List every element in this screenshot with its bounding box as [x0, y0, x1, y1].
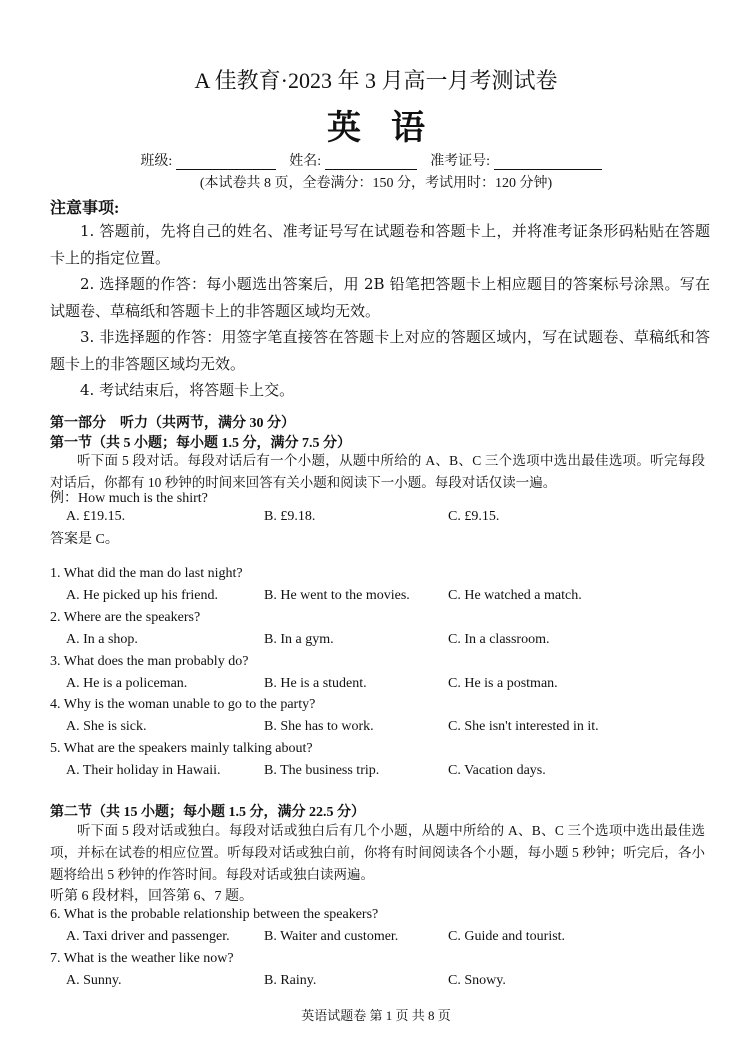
q4-option-b[interactable]: B. She has to work.	[264, 719, 374, 734]
question-3: 3. What does the man probably do?	[50, 654, 249, 669]
q6-option-b[interactable]: B. Waiter and customer.	[264, 929, 399, 944]
q7-option-b[interactable]: B. Rainy.	[264, 973, 317, 988]
section2-instructions	[50, 820, 705, 886]
example-option-c: C. £9.15.	[448, 509, 500, 524]
q1-option-a[interactable]: A. He picked up his friend.	[66, 588, 219, 603]
example-option-b: B. £9.18.	[264, 509, 316, 524]
q2-option-a[interactable]: A. In a shop.	[66, 632, 138, 647]
name-label: 姓名:	[289, 154, 322, 169]
q6-option-c[interactable]: C. Guide and tourist.	[448, 929, 566, 944]
class-blank[interactable]	[176, 155, 276, 170]
example-question: 例：How much is the shirt?	[50, 491, 208, 506]
subject-title: 英语	[327, 110, 455, 147]
question-2: 2. Where are the speakers?	[50, 610, 201, 625]
instructions-text: 听下面 5 段对话或独白。每段对话或独白后有几个小题，从题中所给的 A、B、C 三个选项中选出最佳选项，并标在试卷的相应位置。听每段对话或独白前，你将有时间阅读各个小题，每小题 5 秒钟；听完后，各小题将给出 5 秒钟的作答时间。每段对话或独白读两遍。	[50, 823, 705, 882]
q1-option-c[interactable]: C. He watched a match.	[448, 588, 582, 603]
class-label: 班级:	[140, 154, 173, 169]
q4-option-a[interactable]: A. She is sick.	[66, 719, 147, 734]
exam-no-label: 准考证号:	[430, 154, 491, 169]
question-4: 4. Why is the woman unable to go to the party?	[50, 697, 316, 712]
instructions-text: 听下面 5 段对话。每段对话后有一个小题，从题中所给的 A、B、C 三个选项中选出最佳选项。听完每段对话后，你都有 10 秒钟的时间来回答有关小题和阅读下一小题。每段对话仅读一遍。	[50, 453, 705, 490]
q7-option-a[interactable]: A. Sunny.	[66, 973, 122, 988]
note-item: 3. 非选择题的作答：用签字笔直接答在答题卡上对应的答题区域内，写在试题卷、草稿纸和答题卡上的非答题区域均无效。	[50, 328, 710, 373]
q3-option-c[interactable]: C. He is a postman.	[448, 676, 558, 691]
exam-title: A 佳教育·2023 年 3 月高一月考测试卷	[194, 68, 558, 93]
section1-heading: 第一节（共 5 小题；每小题 1.5 分，满分 7.5 分）	[50, 436, 351, 451]
q5-option-a[interactable]: A. Their holiday in Hawaii.	[66, 763, 221, 778]
q5-option-c[interactable]: C. Vacation days.	[448, 763, 546, 778]
q7-option-c[interactable]: C. Snowy.	[448, 973, 506, 988]
note-item: 2. 选择题的作答：每小题选出答案后，用 2B 铅笔把答题卡上相应题目的答案标号涂黑。写在试题卷、草稿纸和答题卡上的非答题区域均无效。	[50, 275, 710, 320]
candidate-fields	[0, 150, 752, 170]
question-6: 6. What is the probable relationship between the speakers?	[50, 907, 379, 922]
example-option-a: A. £19.15.	[66, 509, 126, 524]
question-7: 7. What is the weather like now?	[50, 951, 234, 966]
q3-option-a[interactable]: A. He is a policeman.	[66, 676, 188, 691]
name-blank[interactable]	[325, 155, 417, 170]
exam-info: (本试卷共 8 页，全卷满分：150 分，考试用时：120 分钟)	[199, 176, 553, 191]
q4-option-c[interactable]: C. She isn't interested in it.	[448, 719, 599, 734]
page-footer: 英语试题卷 第 1 页 共 8 页	[301, 1008, 451, 1023]
notes-list	[50, 218, 710, 404]
section2-heading: 第二节（共 15 小题；每小题 1.5 分，满分 22.5 分）	[50, 805, 365, 820]
q3-option-b[interactable]: B. He is a student.	[264, 676, 367, 691]
q5-option-b[interactable]: B. The business trip.	[264, 763, 380, 778]
example-answer: 答案是 C。	[50, 532, 119, 547]
q1-option-b[interactable]: B. He went to the movies.	[264, 588, 410, 603]
note-item: 1. 答题前，先将自己的姓名、准考证号写在试题卷和答题卡上，并将准考证条形码粘贴在答题卡上的指定位置。	[50, 222, 710, 267]
question-1: 1. What did the man do last night?	[50, 566, 243, 581]
material-6: 听第 6 段材料，回答第 6、7 题。	[50, 889, 253, 904]
note-item: 4. 考试结束后，将答题卡上交。	[80, 381, 295, 399]
q2-option-c[interactable]: C. In a classroom.	[448, 632, 550, 647]
q2-option-b[interactable]: B. In a gym.	[264, 632, 334, 647]
notes-heading: 注意事项:	[50, 200, 120, 217]
part1-heading: 第一部分 听力（共两节，满分 30 分）	[50, 416, 295, 431]
exam-no-blank[interactable]	[494, 155, 602, 170]
q6-option-a[interactable]: A. Taxi driver and passenger.	[66, 929, 230, 944]
question-5: 5. What are the speakers mainly talking about?	[50, 741, 313, 756]
